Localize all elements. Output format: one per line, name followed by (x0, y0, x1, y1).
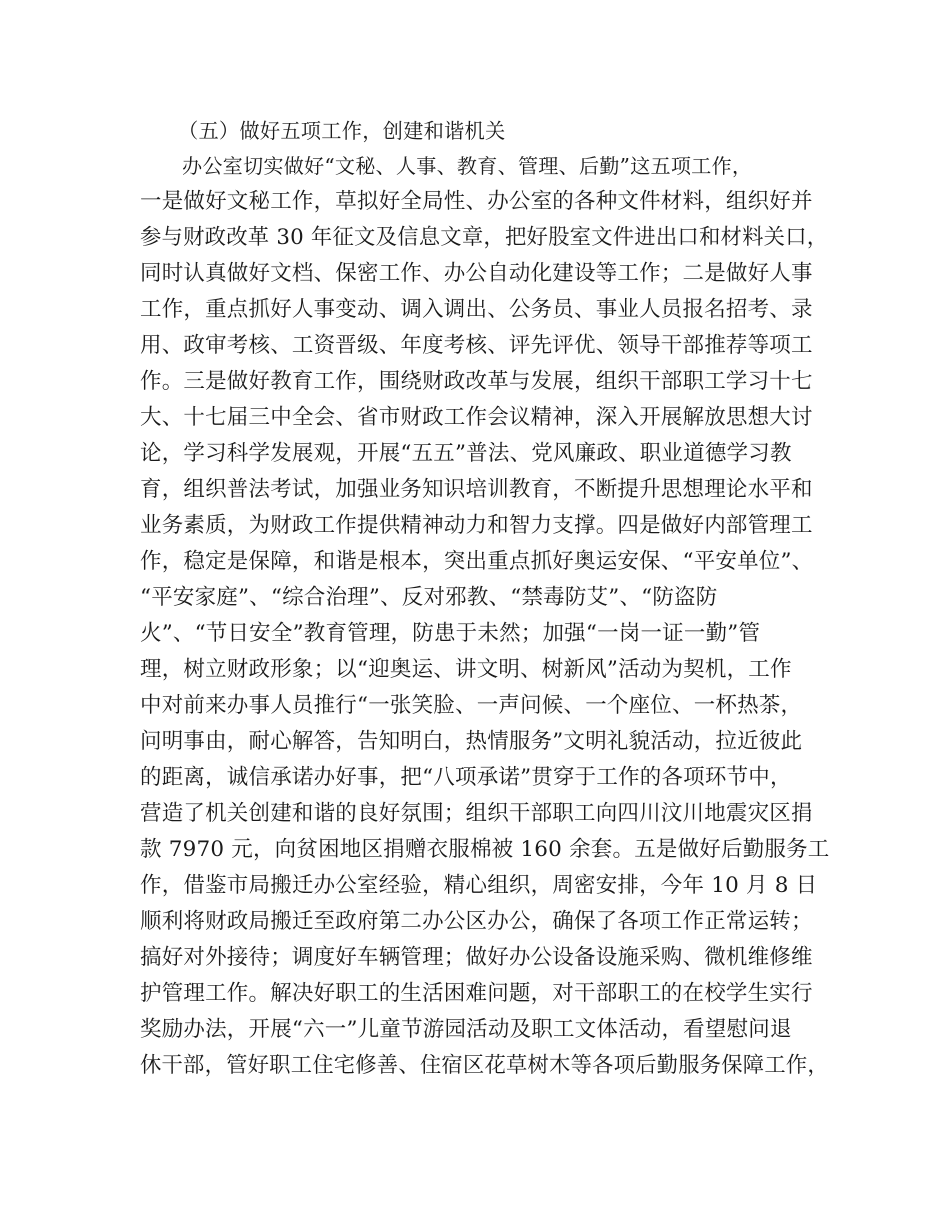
paragraph-line: 顺利将财政局搬迁至政府第二办公区办公，确保了各项工作正常运转； (140, 909, 813, 934)
paragraph-line: 问明事由，耐心解答，告知明白，热情服务”文明礼貌活动，拉近彼此 (140, 729, 803, 754)
paragraph-line: 搞好对外接待；调度好车辆管理；做好办公设备设施采购、微机维修维 (140, 945, 813, 970)
paragraph-line: “平安家庭”、“综合治理”、反对邪教、“禁毒防艾”、“防盗防 (140, 585, 718, 610)
paragraph-line: 参与财政改革 30 年征文及信息文章，把好股室文件进出口和材料关口， (140, 225, 829, 250)
paragraph-line: 奖励办法，开展“六一”儿童节游园活动及职工文体活动，看望慰问退 (140, 1017, 792, 1042)
paragraph-line: 营造了机关创建和谐的良好氛围；组织干部职工向四川汶川地震灾区捐 (140, 801, 813, 826)
paragraph-line: 中对前来办事人员推行“一张笑脸、一声问候、一个座位、一杯热茶， (140, 693, 803, 718)
paragraph-line: 作。三是做好教育工作，围绕财政改革与发展，组织干部职工学习十七 (140, 369, 813, 394)
paragraph-line: 一是做好文秘工作，草拟好全局性、办公室的各种文件材料，组织好并 (140, 189, 813, 214)
paragraph-line: 大、十七届三中全会、省市财政工作会议精神，深入开展解放思想大讨 (140, 405, 813, 430)
paragraph-line: 作，稳定是保障，和谐是根本，突出重点抓好奥运安保、“平安单位”、 (140, 549, 814, 574)
paragraph-line: 同时认真做好文档、保密工作、办公自动化建设等工作；二是做好人事 (140, 261, 813, 286)
paragraph-line: 作，借鉴市局搬迁办公室经验，精心组织，周密安排，今年 10 月 8 日 (140, 873, 818, 898)
paragraph-line: 育，组织普法考试，加强业务知识培训教育，不断提升思想理论水平和 (140, 477, 813, 502)
paragraph-line: 的距离，诚信承诺办好事，把“八项承诺”贯穿于工作的各项环节中， (140, 765, 792, 790)
paragraph-line: 护管理工作。解决好职工的生活困难问题，对干部职工的在校学生实行 (140, 981, 813, 1006)
section-heading: （五）做好五项工作，创建和谐机关 (178, 119, 506, 143)
paragraph-line: 用、政审考核、工资晋级、年度考核、评先评优、领导干部推荐等项工 (140, 333, 813, 358)
paragraph-line: 工作，重点抓好人事变动、调入调出、公务员、事业人员报名招考、录 (140, 297, 813, 322)
paragraph-line: 论，学习科学发展观，开展“五五”普法、党风廉政、职业道德学习教 (140, 441, 792, 466)
paragraph-line: 款 7970 元，向贫困地区捐赠衣服棉被 160 余套。五是做好后勤服务工 (140, 837, 830, 862)
paragraph-line: 理，树立财政形象；以“迎奥运、讲文明、树新风”活动为契机，工作 (140, 657, 792, 682)
paragraph-line: 办公室切实做好“文秘、人事、教育、管理、后勤”这五项工作， (182, 154, 753, 178)
paragraph-line: 业务素质，为财政工作提供精神动力和智力支撑。四是做好内部管理工 (140, 513, 813, 538)
paragraph-line: 火”、“节日安全”教育管理，防患于未然；加强“一岗一证一勤”管 (140, 621, 761, 646)
paragraph-line: 休干部，管好职工住宅修善、住宿区花草树木等各项后勤服务保障工作， (140, 1053, 829, 1078)
